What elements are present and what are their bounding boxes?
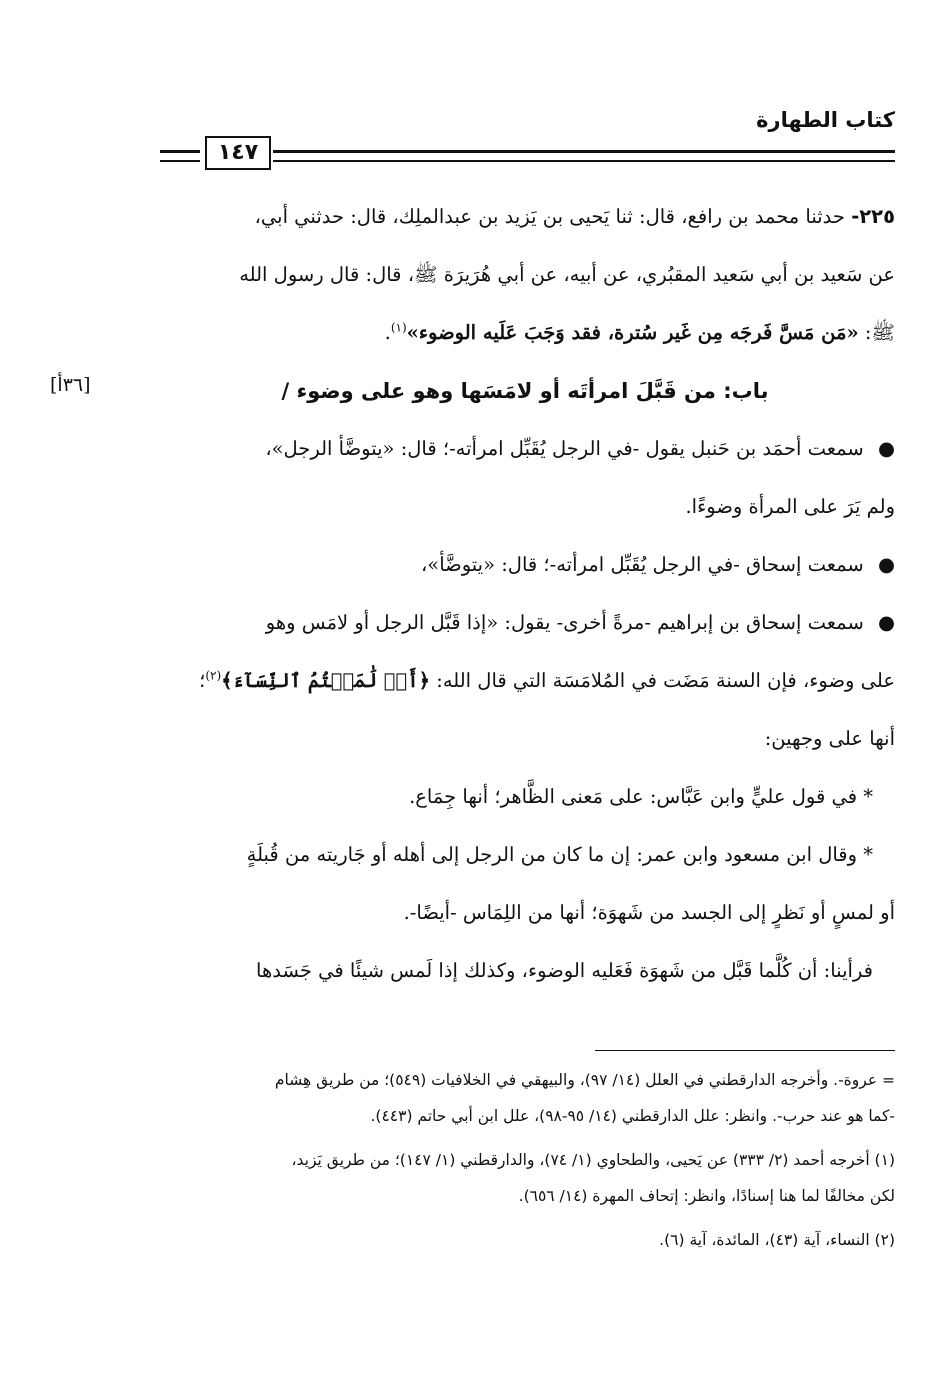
bullet: ●	[877, 553, 895, 576]
margin-folio-note: [٣٦أ]	[50, 374, 91, 396]
para-5-line-2: أو لمسٍ أو نَظرٍ إلى الجسد من شَهوَة؛ أنها من اللِمَاس -أيضًا-.	[403, 901, 895, 924]
chapter-heading: باب: من قَبَّلَ امرأتَه أو لامَسَها وهو على وضوء /	[281, 379, 769, 403]
para-1-text: سمعت أحمَد بن حَنبل يقول -في الرجل يُقَبِّل امرأته-؛ قال: «يتوضَّأ الرجل»،	[265, 437, 864, 460]
period: .	[384, 321, 391, 344]
footnote-2-line-1: (٢) النساء، آية (٤٣)، المائدة، آية (٦).	[659, 1231, 895, 1249]
para-2-line-1	[155, 536, 895, 594]
para-3-line-1	[155, 594, 895, 652]
para-3-line-2	[155, 652, 895, 710]
para-1-line-2: ولم يَرَ على المرأة وضوءًا.	[685, 495, 895, 518]
para-5-line-1: * وقال ابن مسعود وابن عمر: إن ما كان من الرجل إلى أهله أو جَاريته من قُبلَةٍ	[246, 843, 873, 866]
para-3-text: سمعت إسحاق بن إبراهيم -مرةً أخرى- يقول: «إذا قَبَّل الرجل أو لامَس وهو	[265, 611, 864, 634]
footnote-continuation-line-2: -كما هو عند حرب-. وانظر: علل الدارقطني (١٤/ ٩٥-٩٨)، علل ابن أبي حاتم (٤٤٣).	[370, 1107, 895, 1125]
hadith-line-3	[155, 304, 895, 362]
salutation: ﷺ:	[864, 321, 895, 344]
footnote-separator	[595, 1050, 895, 1051]
semicolon: ؛	[199, 669, 206, 692]
header-rule-left	[160, 150, 200, 162]
bullet: ●	[877, 437, 895, 460]
running-title: كتاب الطهارة	[756, 108, 895, 132]
quran-quote: ﴿أَوۡ لَٰمَسۡتُمُ ٱلنِّسَآءَ﴾	[221, 669, 431, 692]
bullet: ●	[877, 611, 895, 634]
para-6-line-1: فرأينا: أن كُلَّما قَبَّل من شَهوَة فَعَليه الوضوء، وكذلك إذا لَمس شيئًا في جَسَدها	[256, 959, 873, 982]
hadith-matn: «مَن مَسَّ فَرجَه مِن غَير سُترة، فقد وَجَبَ عَلَيه الوضوء»	[406, 321, 859, 344]
page-number: ١٤٧	[205, 136, 271, 170]
hadith-number: ٢٢٥-	[851, 205, 895, 228]
hadith-line-2: عن سَعيد بن أبي سَعيد المقبُري، عن أبيه، عن أبي هُرَيرَة ﷺ، قال: قال رسول الله	[239, 263, 895, 286]
main-text	[155, 188, 895, 1000]
para-3-text-2: على وضوء، فإن السنة مَضَت في المُلامَسَة التي قال الله:	[436, 669, 895, 692]
para-4-line-1: * في قول عليٍّ وابن عَبَّاس: على مَعنى الظَّاهر؛ أنها جِمَاع.	[409, 785, 873, 808]
para-3-line-3: أنها على وجهين:	[764, 727, 895, 750]
footnote-continuation-line-1: = عروة-. وأخرجه الدارقطني في العلل (١٤/ ٩٧)، والبيهقي في الخلافيات (٥٤٩)؛ من طريق هِشام	[274, 1071, 895, 1089]
hadith-line-1	[155, 188, 895, 246]
header-rule-right	[273, 150, 895, 162]
footnote-ref-2: (٢)	[205, 668, 222, 683]
hadith-text-1: حدثنا محمد بن رافع، قال: ثنا يَحيى بن يَزيد بن عبدالملِك، قال: حدثني أبي،	[254, 205, 845, 228]
footnotes	[155, 1062, 895, 1258]
footnote-1-line-2: لكن مخالفًا لما هنا إسنادًا، وانظر: إتحاف المهرة (١٤/ ٦٥٦).	[518, 1187, 895, 1205]
footnote-1-line-1: (١) أخرجه أحمد (٢/ ٣٣٣) عن يَحيى، والطحاوي (١/ ٧٤)، والدارقطني (١/ ١٤٧)؛ من طريق يَزيد،	[291, 1151, 895, 1169]
para-1-line-1	[155, 420, 895, 478]
para-2-text: سمعت إسحاق -في الرجل يُقَبِّل امرأته-؛ قال: «يتوضَّأ»،	[421, 553, 864, 576]
footnote-ref-1: (١)	[390, 320, 407, 335]
